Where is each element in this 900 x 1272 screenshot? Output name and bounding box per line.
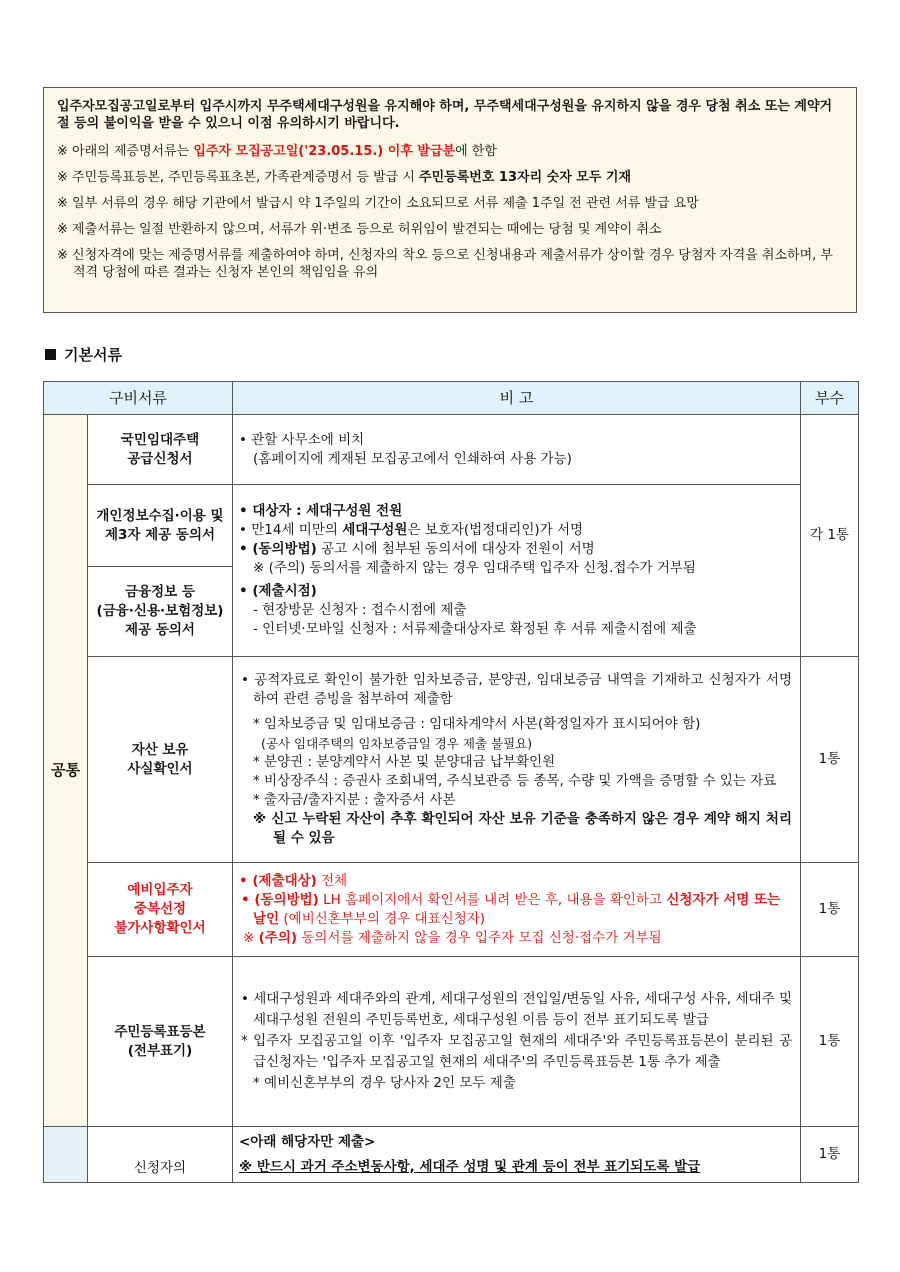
note-consent: [233, 485, 801, 657]
doc-finance-consent-text: 금융정보 등 (금융·신용·보험정보) 제공 동의서: [96, 584, 224, 638]
note-text: [239, 929, 792, 948]
notice-heading: 입주자모집공고일로부터 입주시까지 무주택세대구성원을 유지해야 하며, 무주택세대구성원을 유지하지 않을 경우 당첨 취소 또는 계약거절 등의 불이익을 받을 수 있으니 이점 유의하시기 바랍니다.: [57, 99, 833, 131]
note-text: * 예비신혼부부의 경우 당사자 2인 모두 제출: [253, 1075, 516, 1091]
category-cell: [44, 1127, 88, 1183]
table-row: [44, 657, 859, 863]
table-row: [44, 863, 859, 957]
note-text: (공사 임대주택의 임차보증금일 경우 제출 불필요): [261, 736, 533, 751]
note-resident-register: [233, 957, 801, 1127]
notice-line-1: [57, 143, 844, 160]
note-span: • 만14세 미만의: [239, 522, 343, 538]
note-text: [239, 891, 792, 929]
note-text: * 입주자 모집공고일 이후 '입주자 모집공고일 현재의 세대주'와 주민등록표등본이 분리된 공급신청자는 '입주자 모집공고일 현재의 세대주'의 주민등록표등본 1통 추가 제출: [241, 1033, 792, 1070]
note-text: • 세대구성원과 세대주와의 관계, 세대구성원의 전입일/변동일 사유, 세대구성 사유, 세대주 및 세대구성원 전원의 주민등록번호, 세대구성원 이름 등이 전부 표기되도록 발급: [241, 991, 792, 1028]
note-span: 동의서를 제출하지 않을 경우 입주자 모집 신청·접수가 거부됨: [297, 929, 662, 946]
count-cell: 1통: [801, 957, 859, 1127]
header-remarks: 비 고: [233, 382, 801, 415]
note-text: [239, 872, 792, 891]
note-span: (예비신혼부부의 경우 대표신청자): [279, 910, 486, 927]
count-cell: 각 1통: [801, 415, 859, 657]
notice-line-4: ※ 제출서류는 일절 반환하지 않으며, 서류가 위·변조 등으로 허위임이 발견되는 때에는 당첨 및 계약이 취소: [57, 222, 662, 237]
header-count: 부수: [801, 382, 859, 415]
count-cell: 1통: [801, 657, 859, 863]
note-text: * 임차보증금 및 임대보증금 : 임대차계약서 사본(확정일자가 표시되어야 함): [253, 716, 701, 732]
note-span: 은 보호자(법정대리인)가 서명: [407, 522, 584, 538]
doc-waitlist-confirmation-text: 예비입주자 중복선정 불가사항확인서: [114, 882, 206, 936]
note-applicant: [233, 1127, 801, 1183]
doc-application-text: 국민임대주택 공급신청서: [120, 431, 200, 467]
notice-line-3: ※ 일부 서류의 경우 해당 기관에서 발급시 약 1주일의 기간이 소요되므로 서류 제출 1주일 전 관련 서류 발급 요망: [57, 196, 699, 211]
note-text: ※ 신고 누락된 자산이 추후 확인되어 자산 보유 기준을 충족하지 않은 경우 계약 해지 처리될 수 있음: [253, 811, 792, 846]
notice-line-2-pre: ※ 주민등록표등본, 주민등록표초본, 가족관계증명서 등 발급 시: [57, 170, 420, 185]
count-cell: 1통: [801, 1127, 859, 1183]
note-text: • 대상자 : 세대구성원 전원: [239, 503, 403, 519]
doc-privacy-consent-text: 개인정보수집·이용 및 제3자 제공 동의서: [96, 507, 224, 543]
note-text: ※ (주의) 동의서를 제출하지 않는 경우 임대주택 입주자 신청.접수가 거부됨: [253, 560, 696, 576]
category-common: 공통: [44, 415, 88, 1127]
note-span: LH 홈페이지에서 확인서를 내려 받은 후, 내용을 확인하고: [318, 891, 667, 908]
table-row: [44, 485, 859, 567]
table-row: [44, 957, 859, 1127]
note-text: ※ 반드시 과거 주소변동사항, 세대주 성명 및 관계 등이 전부 표기되도록 발급: [239, 1158, 701, 1175]
note-text: * 분양권 : 분양계약서 사본 및 분양대금 납부확인원: [253, 754, 556, 770]
note-text: * 비상장주식 : 증권사 조회내역, 주식보관증 등 종목, 수량 및 가액을 증명할 수 있는 자료: [253, 773, 777, 789]
note-span: ※: [243, 929, 259, 946]
notice-line-2: [57, 169, 844, 186]
doc-resident-register-text: 주민등록표등본 (전부표기): [114, 1023, 206, 1059]
note-text: [239, 540, 792, 559]
doc-asset-confirmation: [88, 657, 233, 863]
notice-line-5: ※ 신청자격에 맞는 제증명서류를 제출하여야 하며, 신청자의 착오 등으로 신청내용과 제출서류가 상이할 경우 당첨자 자격을 취소하며, 부적격 당첨에 따른 결과는 신청자 본인의 책임임을 유의: [57, 248, 833, 280]
note-text: • 관할 사무소에 비치: [239, 431, 365, 448]
doc-waitlist-confirmation: [88, 863, 233, 957]
doc-privacy-consent: [88, 485, 233, 567]
table-row: [44, 415, 859, 485]
note-text: - 인터넷·모바일 신청자 : 서류제출대상자로 확정된 후 서류 제출시점에 제출: [253, 621, 697, 637]
note-text: • 공적자료로 확인이 불가한 임차보증금, 분양권, 임대보증금 내역을 기재하고 신청자가 서명하여 관련 증빙을 첨부하여 제출함: [241, 672, 792, 707]
note-text: [239, 521, 792, 540]
doc-applicant-text: 신청자의: [133, 1160, 187, 1176]
table-header-row: [44, 382, 859, 415]
note-text: • (제출시점): [239, 583, 317, 599]
documents-table: [43, 381, 859, 1183]
doc-asset-confirmation-text: 자산 보유 사실확인서: [127, 741, 193, 777]
doc-application: [88, 415, 233, 485]
doc-applicant: [88, 1127, 233, 1183]
notice-line-1-pre: ※ 아래의 제증명서류는: [57, 144, 194, 159]
doc-resident-register: [88, 957, 233, 1127]
note-span: • (제출대상): [239, 872, 317, 889]
notice-box: [43, 87, 857, 313]
note-asset: [233, 657, 801, 863]
section-title-text: 기본서류: [64, 346, 122, 364]
count-cell: 1통: [801, 863, 859, 957]
note-text: * 출자금/출자지분 : 출자증서 사본: [253, 792, 456, 808]
square-bullet-icon: [45, 349, 56, 360]
notice-line-1-highlight: 입주자 모집공고일('23.05.15.) 이후 발급분: [193, 144, 456, 159]
note-span: 공고 시에 첨부된 동의서에 대상자 전원이 서명: [316, 541, 595, 557]
note-span: 세대구성원: [342, 522, 408, 538]
note-span: 전체: [316, 872, 348, 889]
note-text: (홈페이지에 게재된 모집공고에서 인쇄하여 사용 가능): [253, 450, 572, 467]
table-row: [44, 1127, 859, 1183]
note-span: • (동의방법): [241, 891, 319, 908]
notice-line-1-post: 에 한함: [455, 144, 497, 159]
note-span: (주의): [258, 929, 298, 946]
note-text: - 현장방문 신청자 : 접수시점에 제출: [253, 602, 467, 618]
notice-line-2-bold: 주민등록번호 13자리 숫자 모두 기재: [419, 170, 632, 185]
note-waitlist: [233, 863, 801, 957]
note-span: • (동의방법): [239, 541, 317, 557]
note-application: [233, 415, 801, 485]
section-title: [45, 344, 122, 365]
note-text: <아래 해당자만 제출>: [239, 1133, 376, 1150]
doc-finance-consent: [88, 567, 233, 657]
note-span: 신청자가 서명 또는 날인: [253, 891, 781, 927]
header-docs: 구비서류: [44, 382, 233, 415]
